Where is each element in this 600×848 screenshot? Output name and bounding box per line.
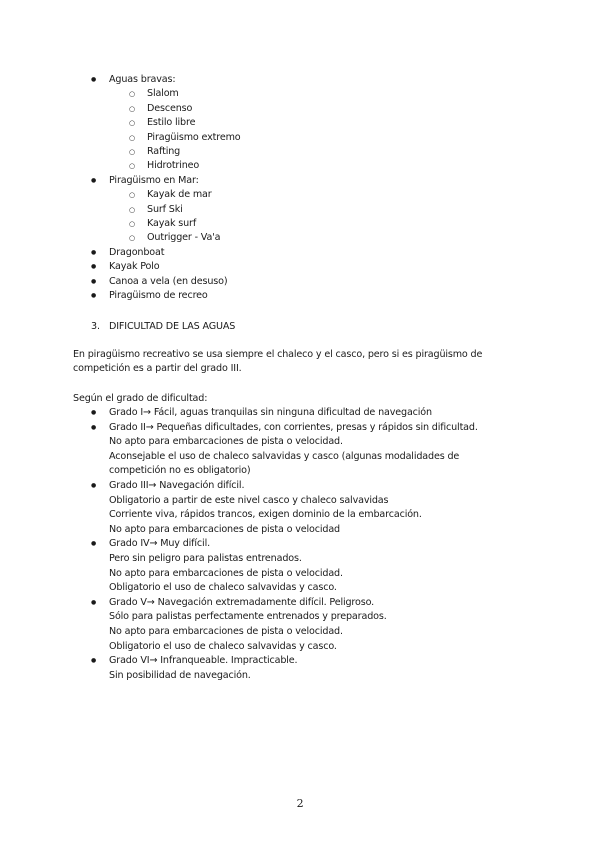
list-item [91, 275, 241, 289]
sub-list-item: ○ Hidrotrineo [109, 159, 241, 173]
sub-list-item: ○ Kayak surf [109, 217, 241, 231]
grade-line: Aconsejable el uso de chaleco salvavidas y casco (algunas modalidades de [109, 450, 460, 462]
list-item [91, 260, 241, 274]
grade-line: Sólo para palistas perfectamente entrenados y preparados. [109, 611, 387, 623]
list-item [91, 174, 241, 246]
sub-list-item: ○ Estilo libre [109, 116, 241, 130]
sub-list-item: ○ Kayak de mar [109, 188, 241, 202]
sub-list-item: ○ Surf Ski [109, 203, 241, 217]
section-number: 3. [91, 321, 100, 332]
grade-line: ● Grado III→ Navegación difícil. [109, 479, 245, 491]
grade-line: Corriente viva, rápidos trancos, exigen dominio de la embarcación. [109, 509, 422, 521]
grade-item [91, 654, 478, 683]
grade-line: ● Grado V→ Navegación extremadamente difícil. Peligroso. [109, 596, 375, 608]
body-paragraph: En piragüismo recreativo se usa siempre el chaleco y el casco, pero si es piragüismo de competición es a partir del grado III. [73, 349, 483, 375]
sub-list-item: ○ Slalom [109, 87, 241, 101]
section-title: DIFICULTAD DE LAS AGUAS [109, 321, 236, 332]
list-item-label: Piragüismo en Mar: [109, 174, 199, 186]
grade-line: Obligatorio a partir de este nivel casco y chaleco salvavidas [109, 494, 389, 506]
list-item [91, 73, 241, 174]
grade-line: Sin posibilidad de navegación. [109, 669, 251, 681]
grade-item [91, 421, 478, 479]
page-number: 2 [296, 797, 304, 810]
list-item-label: Dragonboat [109, 246, 165, 258]
grade-item [91, 406, 478, 421]
sub-list-item: ○ Rafting [109, 145, 241, 159]
grade-line: No apto para embarcaciones de pista o velocidad. [109, 567, 343, 579]
grade-item [91, 596, 478, 654]
grade-line: Obligatorio el uso de chaleco salvavidas y casco. [109, 640, 337, 652]
grade-line: No apto para embarcaciones de pista o velocidad. [109, 625, 343, 637]
grade-line: Obligatorio el uso de chaleco salvavidas y casco. [109, 582, 337, 594]
list-item-label: Piragüismo de recreo [109, 290, 208, 302]
grades-intro: Según el grado de dificultad: [73, 393, 208, 404]
grade-line: ● Grado VI→ Infranqueable. Impracticable. [109, 655, 298, 667]
sub-list [109, 87, 241, 173]
list-item-label: Canoa a vela (en desuso) [109, 275, 228, 287]
sub-list-item: ○ Outrigger - Va'a [109, 231, 241, 245]
list-item-label: Kayak Polo [109, 261, 160, 273]
grade-line: ● Grado II→ Pequeñas dificultades, con corrientes, presas y rápidos sin dificultad. [109, 421, 478, 433]
section-heading [91, 320, 235, 334]
grade-line: Pero sin peligro para palistas entrenados. [109, 552, 302, 564]
grade-line: No apto para embarcaciones de pista o velocidad [109, 523, 340, 535]
list-item [91, 289, 241, 303]
list-item-label: Aguas bravas: [109, 74, 176, 85]
grade-line: competición no es obligatorio) [109, 465, 251, 477]
grades-list [91, 406, 478, 683]
disciplines-list [91, 73, 241, 304]
grade-line: ● Grado IV→ Muy difícil. [109, 538, 210, 550]
list-item [91, 246, 241, 260]
grade-item [91, 479, 478, 537]
grade-line: No apto para embarcaciones de pista o velocidad. [109, 436, 343, 448]
grade-item [91, 537, 478, 595]
sub-list-item: ○ Descenso [109, 102, 241, 116]
sub-list-item: ○ Piragüismo extremo [109, 131, 241, 145]
grade-line: ● Grado I→ Fácil, aguas tranquilas sin ninguna dificultad de navegación [109, 407, 432, 418]
sub-list [109, 188, 241, 246]
